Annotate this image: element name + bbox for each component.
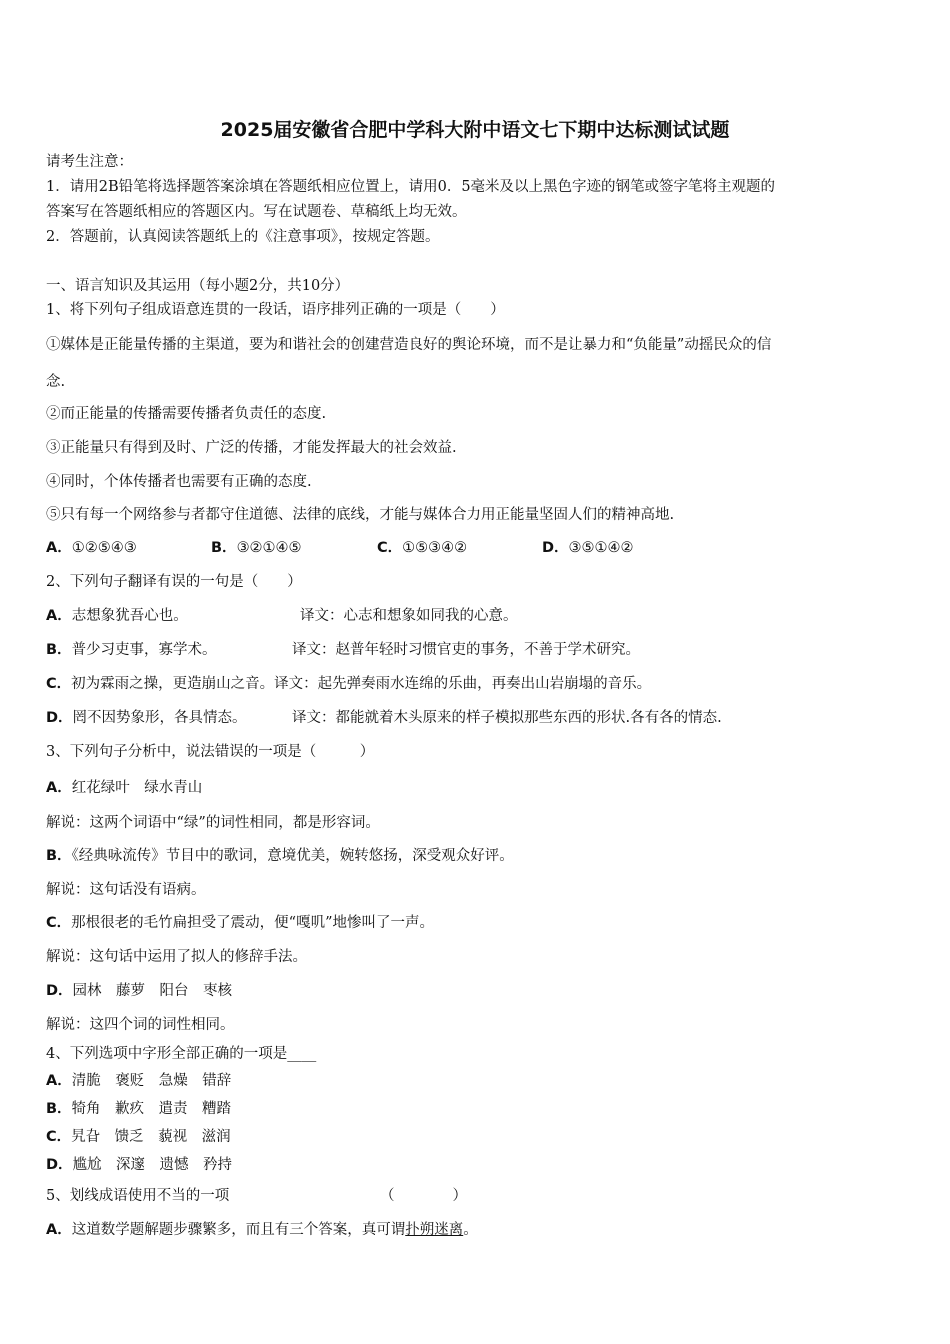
q3-explanation-b: 解说：这句话没有语病。: [46, 882, 206, 898]
page-title: 2025届安徽省合肥中学科大附中语文七下期中达标测试试题: [220, 119, 730, 141]
q4-stem: 4、下列选项中字形全部正确的一项是____: [46, 1046, 317, 1062]
notice-item-1-line-2: 答案写在答题纸相应的答题区内。写在试题卷、草稿纸上均无效。: [46, 204, 467, 220]
notice-heading: 请考生注意：: [46, 154, 133, 170]
q3-option-a: A．红花绿叶 绿水青山: [46, 780, 203, 796]
q3-explanation-c: 解说：这句话中运用了拟人的修辞手法。: [46, 949, 307, 965]
notice-item-2: 2．答题前，认真阅读答题纸上的《注意事项》，按规定答题。: [46, 229, 440, 245]
q1-option-c: C．①⑤③④②: [377, 540, 468, 556]
q3-stem: 3、下列句子分析中，说法错误的一项是（ ）: [46, 744, 375, 760]
q2-option-d: D．罔不因势象形，各具情态。 译文：都能就着木头原来的样子模拟那些东西的形状.各有各的情态.: [46, 710, 722, 726]
q3-explanation-d: 解说：这四个词的词性相同。: [46, 1017, 235, 1033]
q1-option-a: A．①②⑤④③: [46, 540, 137, 556]
q3-option-c: C．那根很老的毛竹扁担受了震动，便“嘎叽”地惨叫了一声。: [46, 915, 434, 931]
q2-option-b: B．普少习吏事，寡学术。 译文：赵普年轻时习惯官吏的事务，不善于学术研究。: [46, 642, 640, 658]
q3-option-b: B．《经典咏流传》节目中的歌词，意境优美，婉转悠扬，深受观众好评。: [46, 848, 514, 864]
q5-paren: （ ）: [380, 1188, 467, 1204]
section-1-heading: 一、语言知识及其运用（每小题2分，共10分）: [46, 278, 350, 294]
q1-stem: 1、将下列句子组成语意连贯的一段话，语序排列正确的一项是（ ）: [46, 302, 505, 318]
q1-sentence-1: ①媒体是正能量传播的主渠道，要为和谐社会的创建营造良好的舆论环境，而不是让暴力和“负能量”动摇民众的信: [46, 337, 772, 353]
q3-explanation-a: 解说：这两个词语中“绿”的词性相同，都是形容词。: [46, 815, 380, 831]
notice-item-1-line-1: 1．请用2B铅笔将选择题答案涂填在答题纸相应位置上，请用0．5毫米及以上黑色字迹的钢笔或签字笔将主观题的: [46, 179, 776, 195]
q1-option-b: B．③②①④⑤: [211, 540, 302, 556]
q2-option-c: C．初为霖雨之操，更造崩山之音。译文：起先弹奏雨水连绵的乐曲，再奏出山岩崩塌的音乐。: [46, 676, 652, 692]
q5-stem: 5、划线成语使用不当的一项: [46, 1188, 230, 1204]
q4-option-a: A．清脆 褒贬 急燥 错辞: [46, 1073, 232, 1089]
q3-option-d: D．园林 藤萝 阳台 枣核: [46, 983, 233, 999]
q4-option-d: D．尴尬 深邃 遗憾 矜持: [46, 1157, 233, 1173]
q1-sentence-1-cont: 念.: [46, 374, 66, 390]
q1-sentence-4: ④同时，个体传播者也需要有正确的态度.: [46, 474, 312, 490]
q5-stem-line: [46, 1186, 906, 1206]
q5-underlined-idiom: 扑朔迷离: [405, 1222, 464, 1238]
q1-option-d: D．③⑤①④②: [542, 540, 634, 556]
q1-sentence-5: ⑤只有每一个网络参与者都守住道德、法律的底线，才能与媒体合力用正能量坚固人们的精神高地.: [46, 507, 675, 523]
q4-option-b: B．犄角 歉疚 遣责 糟踏: [46, 1101, 232, 1117]
q2-stem: 2、下列句子翻译有误的一句是（ ）: [46, 574, 302, 590]
q5-option-a: A．这道数学题解题步骤繁多，而且有三个答案，真可谓扑朔迷离。: [46, 1222, 478, 1238]
q4-option-c: C．旯旮 馈乏 藐视 滋润: [46, 1129, 231, 1145]
q1-sentence-3: ③正能量只有得到及时、广泛的传播，才能发挥最大的社会效益.: [46, 440, 457, 456]
q2-option-a: A．志想象犹吾心也。 译文：心志和想象如同我的心意。: [46, 608, 518, 624]
q1-sentence-2: ②而正能量的传播需要传播者负责任的态度.: [46, 406, 327, 422]
